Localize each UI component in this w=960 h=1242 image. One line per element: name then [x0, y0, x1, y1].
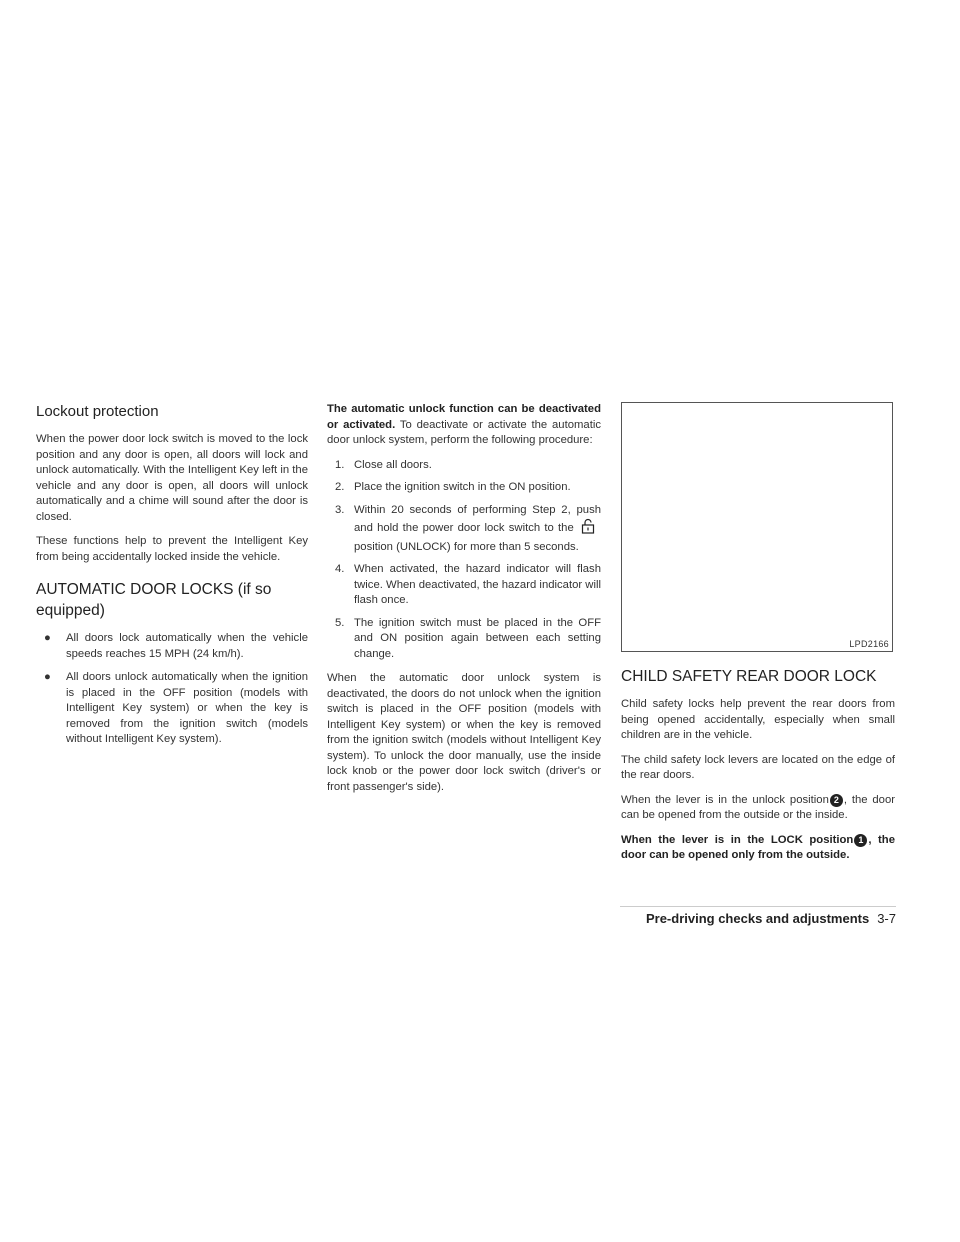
child-safety-paragraph-3 [621, 793, 895, 824]
page-footer [620, 906, 896, 926]
automatic-door-locks-heading: AUTOMATIC DOOR LOCKS (if so equipped) [36, 581, 272, 619]
bullet-icon: ● [44, 671, 51, 683]
list-item [327, 562, 601, 609]
auto-unlock-closing-paragraph: When the automatic door unlock system is deactivated, the doors do not unlock when the ignition switch is placed in the OFF position (models with Intelligent Key system) or when the key is removed from the ignition switch (models without Intelligent Key system). To unlock the door manually, use the inside lock knob or the power door lock switch (driver's or front passenger's side). [327, 672, 601, 793]
column-left [36, 402, 308, 756]
column-middle [327, 402, 601, 804]
step-number: 5. [335, 616, 345, 629]
list-item [36, 670, 308, 748]
footer-section-title: Pre-driving checks and adjustments [645, 911, 870, 926]
child-safety-paragraph-2: The child safety lock levers are located on the edge of the rear doors. [621, 753, 895, 781]
automatic-door-locks-list [36, 631, 308, 748]
page-number: 3-7 [877, 911, 896, 926]
figure-code: LPD2166 [849, 639, 889, 649]
step-text: The ignition switch must be placed in the OFF and ON position again between each setting change. [354, 616, 601, 660]
child-safety-paragraph-4 [621, 833, 895, 864]
step-number: 1. [335, 458, 345, 471]
list-item [327, 480, 601, 496]
unlock-position-text-after: , the door can be opened from the outside or the inside. [621, 793, 895, 821]
step-number: 2. [335, 481, 345, 493]
list-item [327, 503, 601, 556]
list-item [36, 631, 308, 662]
unlock-position-text: When the lever is in the unlock position [621, 793, 829, 806]
bullet-icon: ● [44, 632, 51, 644]
child-safety-heading: CHILD SAFETY REAR DOOR LOCK [621, 668, 877, 685]
lockout-protection-heading: Lockout protection [36, 403, 159, 420]
step-text: Close all doors. [354, 458, 432, 471]
step-number: 4. [335, 563, 345, 575]
unlock-icon [581, 518, 595, 540]
lockout-paragraph-2: These functions help to prevent the Intelligent Key from being accidentally locked inside the vehicle. [36, 535, 308, 563]
procedure-steps [327, 458, 601, 663]
list-item [327, 616, 601, 663]
auto-unlock-intro-rest: To deactivate or activate the automatic door unlock system, perform the following procedure: [327, 418, 601, 446]
lock-position-text: When the lever is in the LOCK position [621, 833, 854, 846]
step-text-before-icon: Within 20 seconds of performing Step 2, push and hold the power door lock switch to the [354, 503, 601, 534]
step-text-after-icon: position (UNLOCK) for more than 5 seconds. [354, 540, 579, 553]
lockout-paragraph-1: When the power door lock switch is moved to the lock position and any door is open, all doors will lock and unlock automatically. With the Intelligent Key left in the vehicle and any door is open, all doors will unlock automatically and a chime will sound after the door is closed. [36, 433, 308, 523]
callout-marker-2: 2 [830, 794, 843, 807]
step-text: Place the ignition switch in the ON position. [354, 481, 571, 493]
auto-unlock-intro-bold: The automatic unlock function can be deactivated or activated. [327, 403, 601, 431]
step-number: 3. [335, 503, 345, 516]
child-safety-paragraph-1: Child safety locks help prevent the rear doors from being opened accidentally, especially when small children are in the vehicle. [621, 698, 895, 741]
step-text: When activated, the hazard indicator will flash twice. When deactivated, the hazard indicator will flash once. [354, 563, 601, 606]
list-item-text: All doors lock automatically when the vehicle speeds reaches 15 MPH (24 km/h). [66, 632, 308, 660]
callout-marker-1: 1 [854, 834, 867, 847]
list-item-text: All doors unlock automatically when the ignition is placed in the OFF position (models with Intelligent Key system) or when the key is removed from the ignition switch (models without Intelligent Key system). [66, 671, 308, 745]
auto-unlock-intro [327, 402, 601, 449]
child-lock-figure [621, 402, 893, 652]
list-item [327, 458, 601, 474]
column-right [621, 402, 895, 873]
lock-position-text-after: , the door can be opened only from the outside. [621, 833, 895, 861]
